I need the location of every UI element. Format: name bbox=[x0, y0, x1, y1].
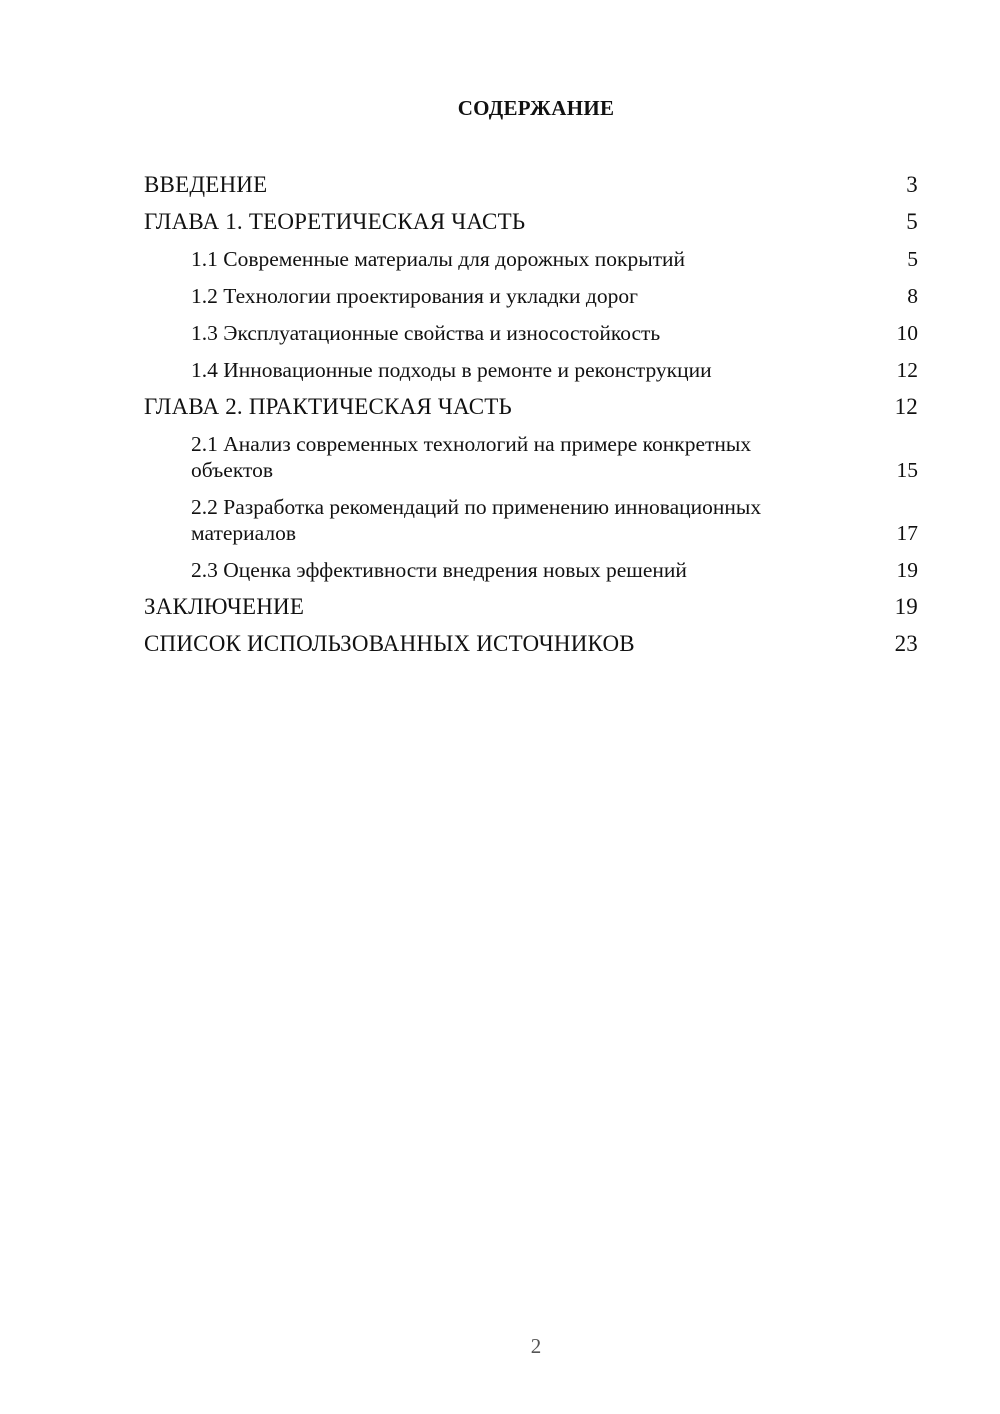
toc-entry-page: 10 bbox=[896, 321, 918, 345]
toc-entry-section-1-3[interactable] bbox=[144, 316, 918, 353]
toc-entry-section-2-2[interactable] bbox=[144, 490, 918, 553]
toc-list bbox=[144, 168, 918, 664]
toc-entry-page: 3 bbox=[906, 172, 918, 197]
toc-entry-references[interactable] bbox=[144, 627, 918, 664]
toc-entry-page: 17 bbox=[896, 521, 918, 545]
toc-entry-chapter-1[interactable] bbox=[144, 205, 918, 242]
toc-entry-page: 8 bbox=[907, 284, 918, 308]
toc-entry-section-1-4[interactable] bbox=[144, 353, 918, 390]
toc-entry-page: 12 bbox=[894, 394, 918, 419]
toc-entry-text: 2.3 Оценка эффективности внедрения новых решений bbox=[191, 558, 687, 582]
toc-entry-page: 19 bbox=[896, 558, 918, 582]
toc-entry-text: ЗАКЛЮЧЕНИЕ bbox=[144, 594, 305, 619]
toc-entry-section-2-3[interactable] bbox=[144, 553, 918, 590]
toc-entry-page: 23 bbox=[894, 631, 918, 656]
toc-title: СОДЕРЖАНИЕ bbox=[457, 96, 615, 120]
toc-entry-text: ГЛАВА 2. ПРАКТИЧЕСКАЯ ЧАСТЬ bbox=[144, 394, 512, 419]
toc-entry-page: 5 bbox=[907, 247, 918, 271]
toc-entry-section-1-1[interactable] bbox=[144, 242, 918, 279]
toc-entry-text: ГЛАВА 1. ТЕОРЕТИЧЕСКАЯ ЧАСТЬ bbox=[144, 209, 526, 234]
toc-entry-text: 1.3 Эксплуатационные свойства и износостойкость bbox=[191, 321, 661, 345]
toc-entry-chapter-2[interactable] bbox=[144, 390, 918, 427]
toc-entry-page: 5 bbox=[906, 209, 918, 234]
toc-entry-section-2-1[interactable] bbox=[144, 427, 918, 490]
toc-entry-introduction[interactable] bbox=[144, 168, 918, 205]
toc-entry-section-1-2[interactable] bbox=[144, 279, 918, 316]
toc-entry-text: 2.1 Анализ современных технологий на примере конкретных объектов bbox=[191, 432, 752, 482]
toc-entry-text: 1.4 Инновационные подходы в ремонте и реконструкции bbox=[191, 358, 712, 382]
toc-entry-conclusion[interactable] bbox=[144, 590, 918, 627]
toc-entry-text: ВВЕДЕНИЕ bbox=[144, 172, 268, 197]
toc-entry-page: 12 bbox=[896, 358, 918, 382]
toc-entry-page: 15 bbox=[896, 458, 918, 482]
toc-entry-text: 1.1 Современные материалы для дорожных покрытий bbox=[191, 247, 686, 271]
toc-entry-text: 2.2 Разработка рекомендаций по применению инновационных материалов bbox=[191, 495, 762, 545]
toc-entry-text: СПИСОК ИСПОЛЬЗОВАННЫХ ИСТОЧНИКОВ bbox=[144, 631, 635, 656]
toc-entry-text: 1.2 Технологии проектирования и укладки дорог bbox=[191, 284, 638, 308]
toc-entry-page: 19 bbox=[894, 594, 918, 619]
page-number: 2 bbox=[530, 1334, 542, 1358]
